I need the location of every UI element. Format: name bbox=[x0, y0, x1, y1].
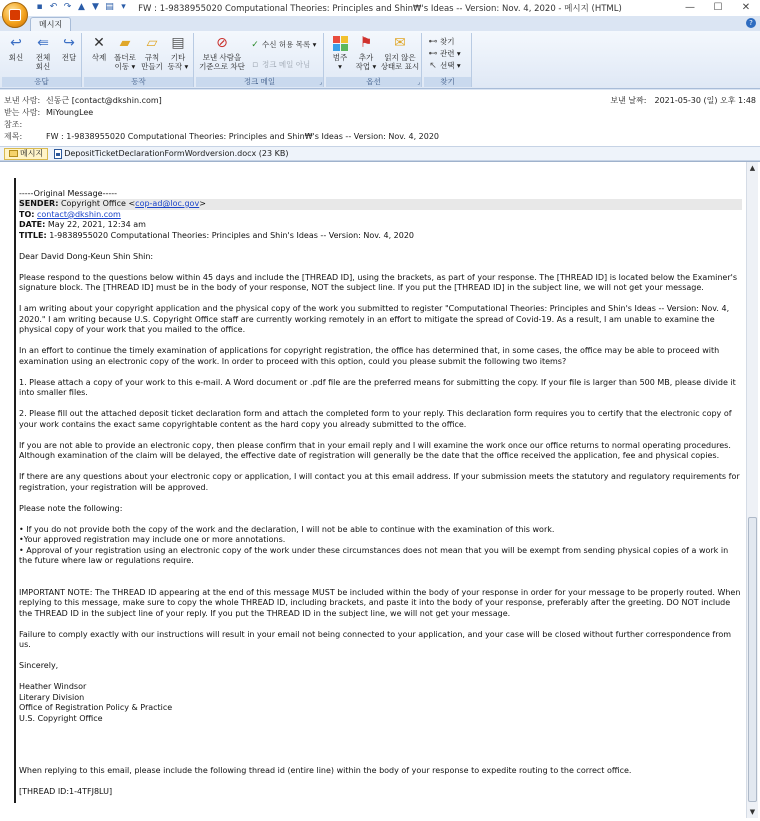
block-sender-button[interactable]: ⊘ 보낸 사람을 기준으로 차단 bbox=[199, 35, 245, 71]
next-item-icon[interactable]: ▼ bbox=[92, 2, 99, 12]
ribbon bbox=[0, 31, 760, 89]
select-icon: ↖ bbox=[429, 61, 437, 71]
other-actions-button[interactable]: ▤ 기타 동작 ▾ bbox=[167, 35, 189, 71]
bullet-3: • Approval of your registration using an electronic copy of the work under these circumstances does not mean that you will be exempt from sending physical copies of a work in the future where law or regulations require. bbox=[19, 545, 729, 565]
delete-icon: ✕ bbox=[93, 35, 105, 51]
from-value[interactable]: 신동근 [contact@dkshin.com] bbox=[46, 96, 162, 105]
redo-icon[interactable]: ↷ bbox=[63, 2, 72, 12]
safe-list-button[interactable]: ✓ 수신 허용 목록 ▾ bbox=[251, 40, 317, 50]
thread-id: [THREAD ID:1-4TFJ8LU] bbox=[19, 787, 113, 796]
reply-icon: ↩ bbox=[10, 35, 22, 51]
reply-all-icon: ⇚ bbox=[37, 35, 49, 51]
greeting: Dear David Dong-Keun Shin Shin: bbox=[19, 251, 154, 261]
previous-item-icon[interactable]: ▲ bbox=[78, 2, 85, 12]
rules-icon: ▱ bbox=[146, 35, 158, 51]
office-logo-icon bbox=[9, 9, 21, 21]
signature-name: Heather Windsor bbox=[19, 682, 87, 691]
flag-icon: ⚑ bbox=[359, 35, 373, 51]
from-label: 보낸 사람: bbox=[4, 96, 41, 105]
attachment-file[interactable]: DepositTicketDeclarationFormWordversion.docx (23 KB) bbox=[54, 149, 288, 159]
paragraph-3: In an effort to continue the timely examination of applications for copyright registration, the office has determined that, in some cases, the office may be able to proceed with examination using an electronic copy of the work. In order to proceed with this option, could you please submit the following two items? bbox=[19, 346, 720, 366]
forward-icon: ↪ bbox=[63, 35, 75, 51]
signature-office: Office of Registration Policy & Practice bbox=[19, 703, 173, 712]
safe-list-icon: ✓ bbox=[251, 40, 259, 50]
not-junk-icon: ▫ bbox=[251, 60, 259, 70]
scroll-up-icon[interactable]: ▲ bbox=[749, 164, 756, 172]
sent-label: 보낸 날짜: bbox=[610, 96, 647, 105]
word-document-icon bbox=[54, 149, 62, 159]
group-junk bbox=[196, 33, 324, 87]
scroll-down-icon[interactable]: ▼ bbox=[749, 808, 756, 816]
from-row bbox=[4, 95, 162, 106]
to-line: TO: contact@dkshin.com bbox=[19, 209, 121, 219]
quick-access-toolbar bbox=[34, 2, 129, 13]
attachments-bar bbox=[0, 146, 760, 161]
group-find bbox=[424, 33, 472, 87]
group-respond bbox=[2, 33, 82, 87]
reply-instruction: When replying to this email, please include the following thread id (entire line) within the body of your response to expedite routing to the correct office. bbox=[19, 766, 632, 775]
paragraph-failure: Failure to comply exactly with our instructions will result in your email not being connected to your application, and your case will be closed without further correspondence from us. bbox=[19, 629, 732, 649]
maximize-button[interactable]: ☐ bbox=[713, 2, 723, 13]
forward-button[interactable]: ↪ 전달 bbox=[61, 35, 77, 62]
message-tab[interactable]: 메시지 bbox=[4, 148, 48, 160]
message-body[interactable] bbox=[14, 178, 742, 803]
envelope-icon bbox=[9, 150, 18, 157]
to-email-link[interactable]: contact@dkshin.com bbox=[37, 209, 121, 219]
undo-icon[interactable]: ↶ bbox=[49, 2, 58, 12]
important-note: IMPORTANT NOTE: The THREAD ID appearing at the end of this message MUST be included within the body of your response in order for your message to be properly routed. When replying to this message, make sure to copy the whole THREAD ID, including brackets, and paste it into the body of your response, preferably after the greeting. DO NOT include the THREAD ID in the subject line of your reply. If you put the THREAD ID in the subject line, we will not get your message. bbox=[19, 587, 741, 618]
help-icon[interactable]: ? bbox=[746, 18, 756, 28]
message-header bbox=[0, 90, 760, 146]
paragraph-2: I am writing about your copyright application and the physical copy of the work you submitted to register "Computational Theories: Principles and Shin's Ideas -- Version: Nov. 4, 2020." I am writing because U.S. Copyright Office staff are currently working remotely in an effort to mitigate the spread of Covid-19. As a result, I am unable to examine the physical copy of your work that you mailed to the office. bbox=[19, 304, 730, 334]
group-label-find: 찾기 bbox=[424, 77, 471, 87]
title-bar bbox=[0, 0, 760, 16]
paragraph-8: Please note the following: bbox=[19, 503, 123, 513]
to-row bbox=[4, 107, 93, 118]
mark-unread-button[interactable]: ✉ 읽지 않은 상태로 표시 bbox=[380, 35, 420, 71]
group-actions bbox=[84, 33, 194, 87]
envelope-icon: ✉ bbox=[394, 35, 406, 51]
subject-value: FW : 1-9838955020 Computational Theories: Principles and Shin₩'s Ideas -- Version: Nov. 4, 2020 bbox=[46, 132, 440, 141]
to-value[interactable]: MiYoungLee bbox=[46, 108, 94, 117]
date-line: DATE: May 22, 2021, 12:34 am bbox=[19, 220, 146, 229]
folder-move-icon: ▰ bbox=[119, 35, 131, 51]
block-sender-icon: ⊘ bbox=[216, 35, 228, 51]
vertical-scrollbar[interactable] bbox=[746, 162, 758, 818]
delete-button[interactable]: ✕ 삭제 bbox=[91, 35, 107, 62]
scrollbar-thumb[interactable] bbox=[748, 517, 757, 802]
bullet-1: • If you do not provide both the copy of the work and the declaration, I will not be able to continue with the examination of this work. bbox=[19, 524, 555, 534]
dialog-launcher-icon[interactable]: ⌟ bbox=[417, 79, 420, 86]
reply-button[interactable]: ↩ 회신 bbox=[8, 35, 24, 62]
message-body-pane bbox=[0, 161, 760, 821]
save-icon[interactable]: ▪ bbox=[36, 2, 43, 12]
group-label-respond: 응답 bbox=[2, 77, 81, 87]
group-options bbox=[326, 33, 422, 87]
sent-value: 2021-05-30 (일) 오후 1:48 bbox=[654, 96, 756, 105]
categorize-button[interactable]: 범주 ▾ bbox=[328, 35, 352, 71]
not-junk-button[interactable]: ▫ 정크 메일 아님 bbox=[251, 60, 311, 70]
categorize-icon bbox=[331, 35, 349, 52]
to-label: 받는 사람: bbox=[4, 108, 41, 117]
cc-label: 참조: bbox=[4, 120, 23, 129]
follow-up-button[interactable]: ⚑ 추가 작업 ▾ bbox=[355, 35, 377, 71]
paragraph-4: 1. Please attach a copy of your work to this e-mail. A Word document or .pdf file are the preferred means for submitting the copy. If your file is larger than 500 MB, please divide it into smaller files. bbox=[19, 377, 736, 397]
paragraph-7: If there are any questions about your electronic copy or application, I will contact you at this email address. If your submission meets the statutory and regulatory requirements for registration, your registration will be approved. bbox=[19, 472, 740, 492]
paragraph-5: 2. Please fill out the attached deposit ticket declaration form and attach the completed form to your reply. This declaration form requires you to certify that the electronic copy of your work contains the exact same copyrightable content as the hard copy you already submitted to the office. bbox=[19, 409, 732, 429]
title-line: TITLE: 1-9838955020 Computational Theories: Principles and Shin's Ideas -- Version: Nov. 4, 2020 bbox=[19, 230, 415, 240]
find-button[interactable]: ⊷ 찾기 bbox=[428, 37, 455, 47]
subject-label: 제목: bbox=[4, 132, 23, 141]
subject-row bbox=[4, 131, 439, 142]
close-button[interactable]: ✕ bbox=[741, 2, 751, 13]
window-title: FW : 1-9838955020 Computational Theories: Principles and Shin₩'s Ideas -- Version: Nov. 4, 2020 - 메시지 (HTML) bbox=[138, 4, 622, 14]
tab-message[interactable]: 메시지 bbox=[30, 17, 71, 31]
customize-qat-icon[interactable]: ▾ bbox=[121, 2, 126, 12]
reply-all-button[interactable]: ⇚ 전체 회신 bbox=[35, 35, 51, 71]
original-message-header: -----Original Message----- bbox=[19, 188, 117, 198]
print-preview-icon[interactable]: ▤ bbox=[105, 2, 114, 12]
closing: Sincerely, bbox=[19, 661, 59, 670]
cc-row bbox=[4, 119, 46, 130]
paragraph-6: If you are not able to provide an electronic copy, then please confirm that in your email reply and I will examine the work once our office returns to normal operating procedures. Although examination of the claim will be delayed, the effective date of registration will generally be the date that the office received the application, fee and physical copies. bbox=[19, 440, 731, 460]
group-label-junk: 정크 메일 bbox=[196, 77, 323, 87]
sender-line: SENDER: Copyright Office <cop-ad@loc.gov> bbox=[19, 199, 742, 210]
sender-email-link[interactable]: cop-ad@loc.gov bbox=[135, 199, 200, 208]
ribbon-tabs bbox=[0, 16, 760, 31]
other-actions-icon: ▤ bbox=[171, 35, 185, 51]
group-label-options: 옵션 bbox=[326, 77, 421, 87]
select-button[interactable]: ↖ 선택 ▾ bbox=[429, 61, 461, 71]
create-rule-button[interactable]: ▱ 규칙 만들기 bbox=[141, 35, 163, 71]
paragraph-1: Please respond to the questions below within 45 days and include the [THREAD ID], using the brackets, as part of your response. The [THREAD ID] is located below the Examiner's signature block. The [THREAD ID] must be in the body of your response, NOT the subject line. If you put the [THREAD ID] in the subject line, we will not get your message. bbox=[19, 272, 737, 292]
signature-division: Literary Division bbox=[19, 692, 85, 702]
sent-date bbox=[610, 95, 756, 106]
office-button[interactable] bbox=[2, 2, 28, 28]
dialog-launcher-icon[interactable]: ⌟ bbox=[319, 79, 322, 86]
group-label-actions: 동작 bbox=[84, 77, 193, 87]
related-icon: ⊷ bbox=[428, 49, 438, 59]
minimize-button[interactable]: — bbox=[685, 2, 695, 13]
signature-org: U.S. Copyright Office bbox=[19, 713, 103, 723]
move-to-folder-button[interactable]: ▰ 폴더로 이동 ▾ bbox=[114, 35, 136, 71]
binoculars-icon: ⊷ bbox=[428, 37, 438, 47]
bullet-2: •Your approved registration may include one or more annotations. bbox=[19, 535, 286, 544]
related-button[interactable]: ⊷ 관련 ▾ bbox=[428, 49, 461, 59]
